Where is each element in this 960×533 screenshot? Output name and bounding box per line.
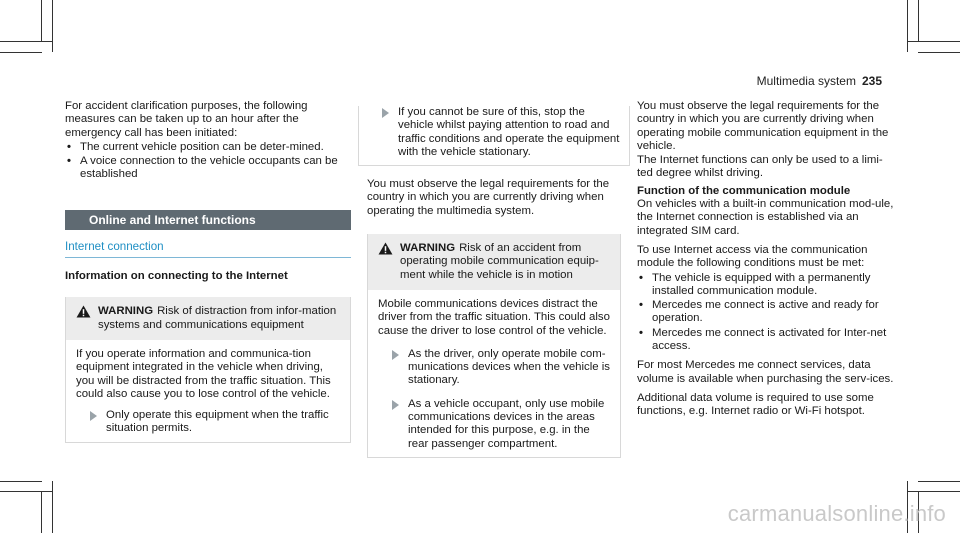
- warning-header: [368, 234, 620, 290]
- subsection-title: Internet connection: [65, 240, 351, 258]
- warning-triangle-icon: [378, 242, 393, 255]
- paragraph: Additional data volume is required to use some functions, e.g. Internet radio or Wi-Fi hotspot.: [637, 391, 874, 418]
- page-number: 235: [861, 74, 882, 88]
- page-header: [757, 74, 882, 88]
- content-heading: Information on connecting to the Internet: [65, 270, 288, 283]
- warning-header: [66, 297, 350, 340]
- instruction-arrow-icon: [392, 350, 399, 360]
- crop-mark: [0, 491, 52, 492]
- column-1: [65, 100, 351, 443]
- crop-mark: [907, 0, 908, 52]
- crop-mark: [908, 41, 960, 42]
- warning-title: WARNING: [98, 305, 154, 318]
- intro-paragraph: For accident clarification purposes, the following measures can be taken up to an hour after the emergency call has been initiated:: [65, 100, 308, 139]
- warning-body: [66, 340, 350, 442]
- warning-box: [367, 234, 621, 458]
- crop-mark: [918, 481, 960, 482]
- crop-mark: [41, 491, 42, 533]
- instruction-arrow-icon: [90, 411, 97, 421]
- content-heading: Function of the communication module: [637, 184, 851, 197]
- warning-body-text: If you operate information and communica-tion equipment integrated in the vehicle when driving, you will be distracted from the traffic situation. This could also cause you to lose control of the vehicle.: [76, 347, 331, 400]
- paragraph: You must observe the legal requirements for the country in which you are currently driving when operating mobile communication equipment in the vehicle.: [637, 100, 889, 152]
- crop-mark: [908, 491, 960, 492]
- instruction-text: If you cannot be sure of this, stop the vehicle whilst paying attention to road and traffic conditions and operate the equipment with the vehicle stationary.: [398, 106, 620, 158]
- list-item: • A voice connection to the vehicle occupants can be established: [67, 155, 338, 181]
- bullet-icon: •: [639, 326, 643, 339]
- column-3: [637, 100, 895, 420]
- crop-mark: [0, 52, 42, 53]
- bullet-icon: •: [639, 271, 643, 284]
- crop-mark: [918, 0, 919, 42]
- watermark: carmanualsonline.info: [727, 501, 946, 526]
- bullet-list: [637, 272, 895, 354]
- instruction-item: [378, 398, 612, 451]
- paragraph: The Internet functions can only be used to a limi-ted degree whilst driving.: [637, 154, 883, 180]
- bullet-list: [65, 141, 351, 182]
- instruction-text: As the driver, only operate mobile com-munications devices when the vehicle is stationary.: [408, 347, 610, 387]
- paragraph: You must observe the legal requirements for the country in which you are currently driving when operating the multimedia system.: [367, 178, 610, 217]
- crop-mark: [41, 0, 42, 42]
- paragraph: On vehicles with a built-in communication mod-ule, the Internet connection is established via an integrated SIM card.: [637, 198, 894, 237]
- instruction-arrow-icon: [392, 400, 399, 410]
- instruction-item: [76, 409, 342, 436]
- list-item: • Mercedes me connect is active and ready for operation.: [639, 299, 879, 325]
- page-header-title: Multimedia system: [756, 74, 856, 88]
- crop-mark: [52, 481, 53, 533]
- list-item: • The current vehicle position can be deter-mined.: [67, 140, 324, 153]
- warning-triangle-icon: [76, 305, 91, 318]
- column-2: [367, 106, 621, 458]
- crop-mark: [0, 41, 52, 42]
- bullet-icon: •: [67, 140, 71, 153]
- paragraph: To use Internet access via the communication module the following conditions must be met:: [637, 243, 868, 270]
- warning-box: [65, 297, 351, 442]
- crop-mark: [918, 52, 960, 53]
- instruction-item: [378, 348, 612, 388]
- list-item: • Mercedes me connect is activated for Inter-net access.: [639, 326, 887, 353]
- bullet-icon: •: [639, 299, 643, 312]
- warning-title: WARNING: [400, 242, 456, 255]
- section-title: Online and Internet functions: [65, 210, 351, 230]
- warning-text: Risk of distraction from infor-mation systems and communications equipment: [98, 305, 337, 331]
- warning-body-text: Mobile communications devices distract the driver from the traffic situation. This could also cause the driver to lose control of the vehicle.: [378, 297, 610, 337]
- paragraph: For most Mercedes me connect services, data volume is available when purchasing the serv-ices.: [637, 359, 894, 385]
- warning-body: [368, 290, 620, 457]
- instruction-arrow-icon: [382, 108, 389, 118]
- instruction-text: As a vehicle occupant, only use mobile communications devices in the areas intended for this purpose, e.g. in the rear passenger compartment.: [408, 397, 605, 450]
- crop-mark: [0, 481, 42, 482]
- crop-mark: [52, 0, 53, 52]
- instruction-text: Only operate this equipment when the traffic situation permits.: [106, 409, 329, 435]
- warning-text: Risk of an accident from operating mobile communication equip-ment while the vehicle is in motion: [400, 242, 599, 281]
- instruction-item: [358, 106, 630, 166]
- bullet-icon: •: [67, 155, 71, 168]
- list-item: • The vehicle is equipped with a permanently installed communication module.: [639, 271, 871, 297]
